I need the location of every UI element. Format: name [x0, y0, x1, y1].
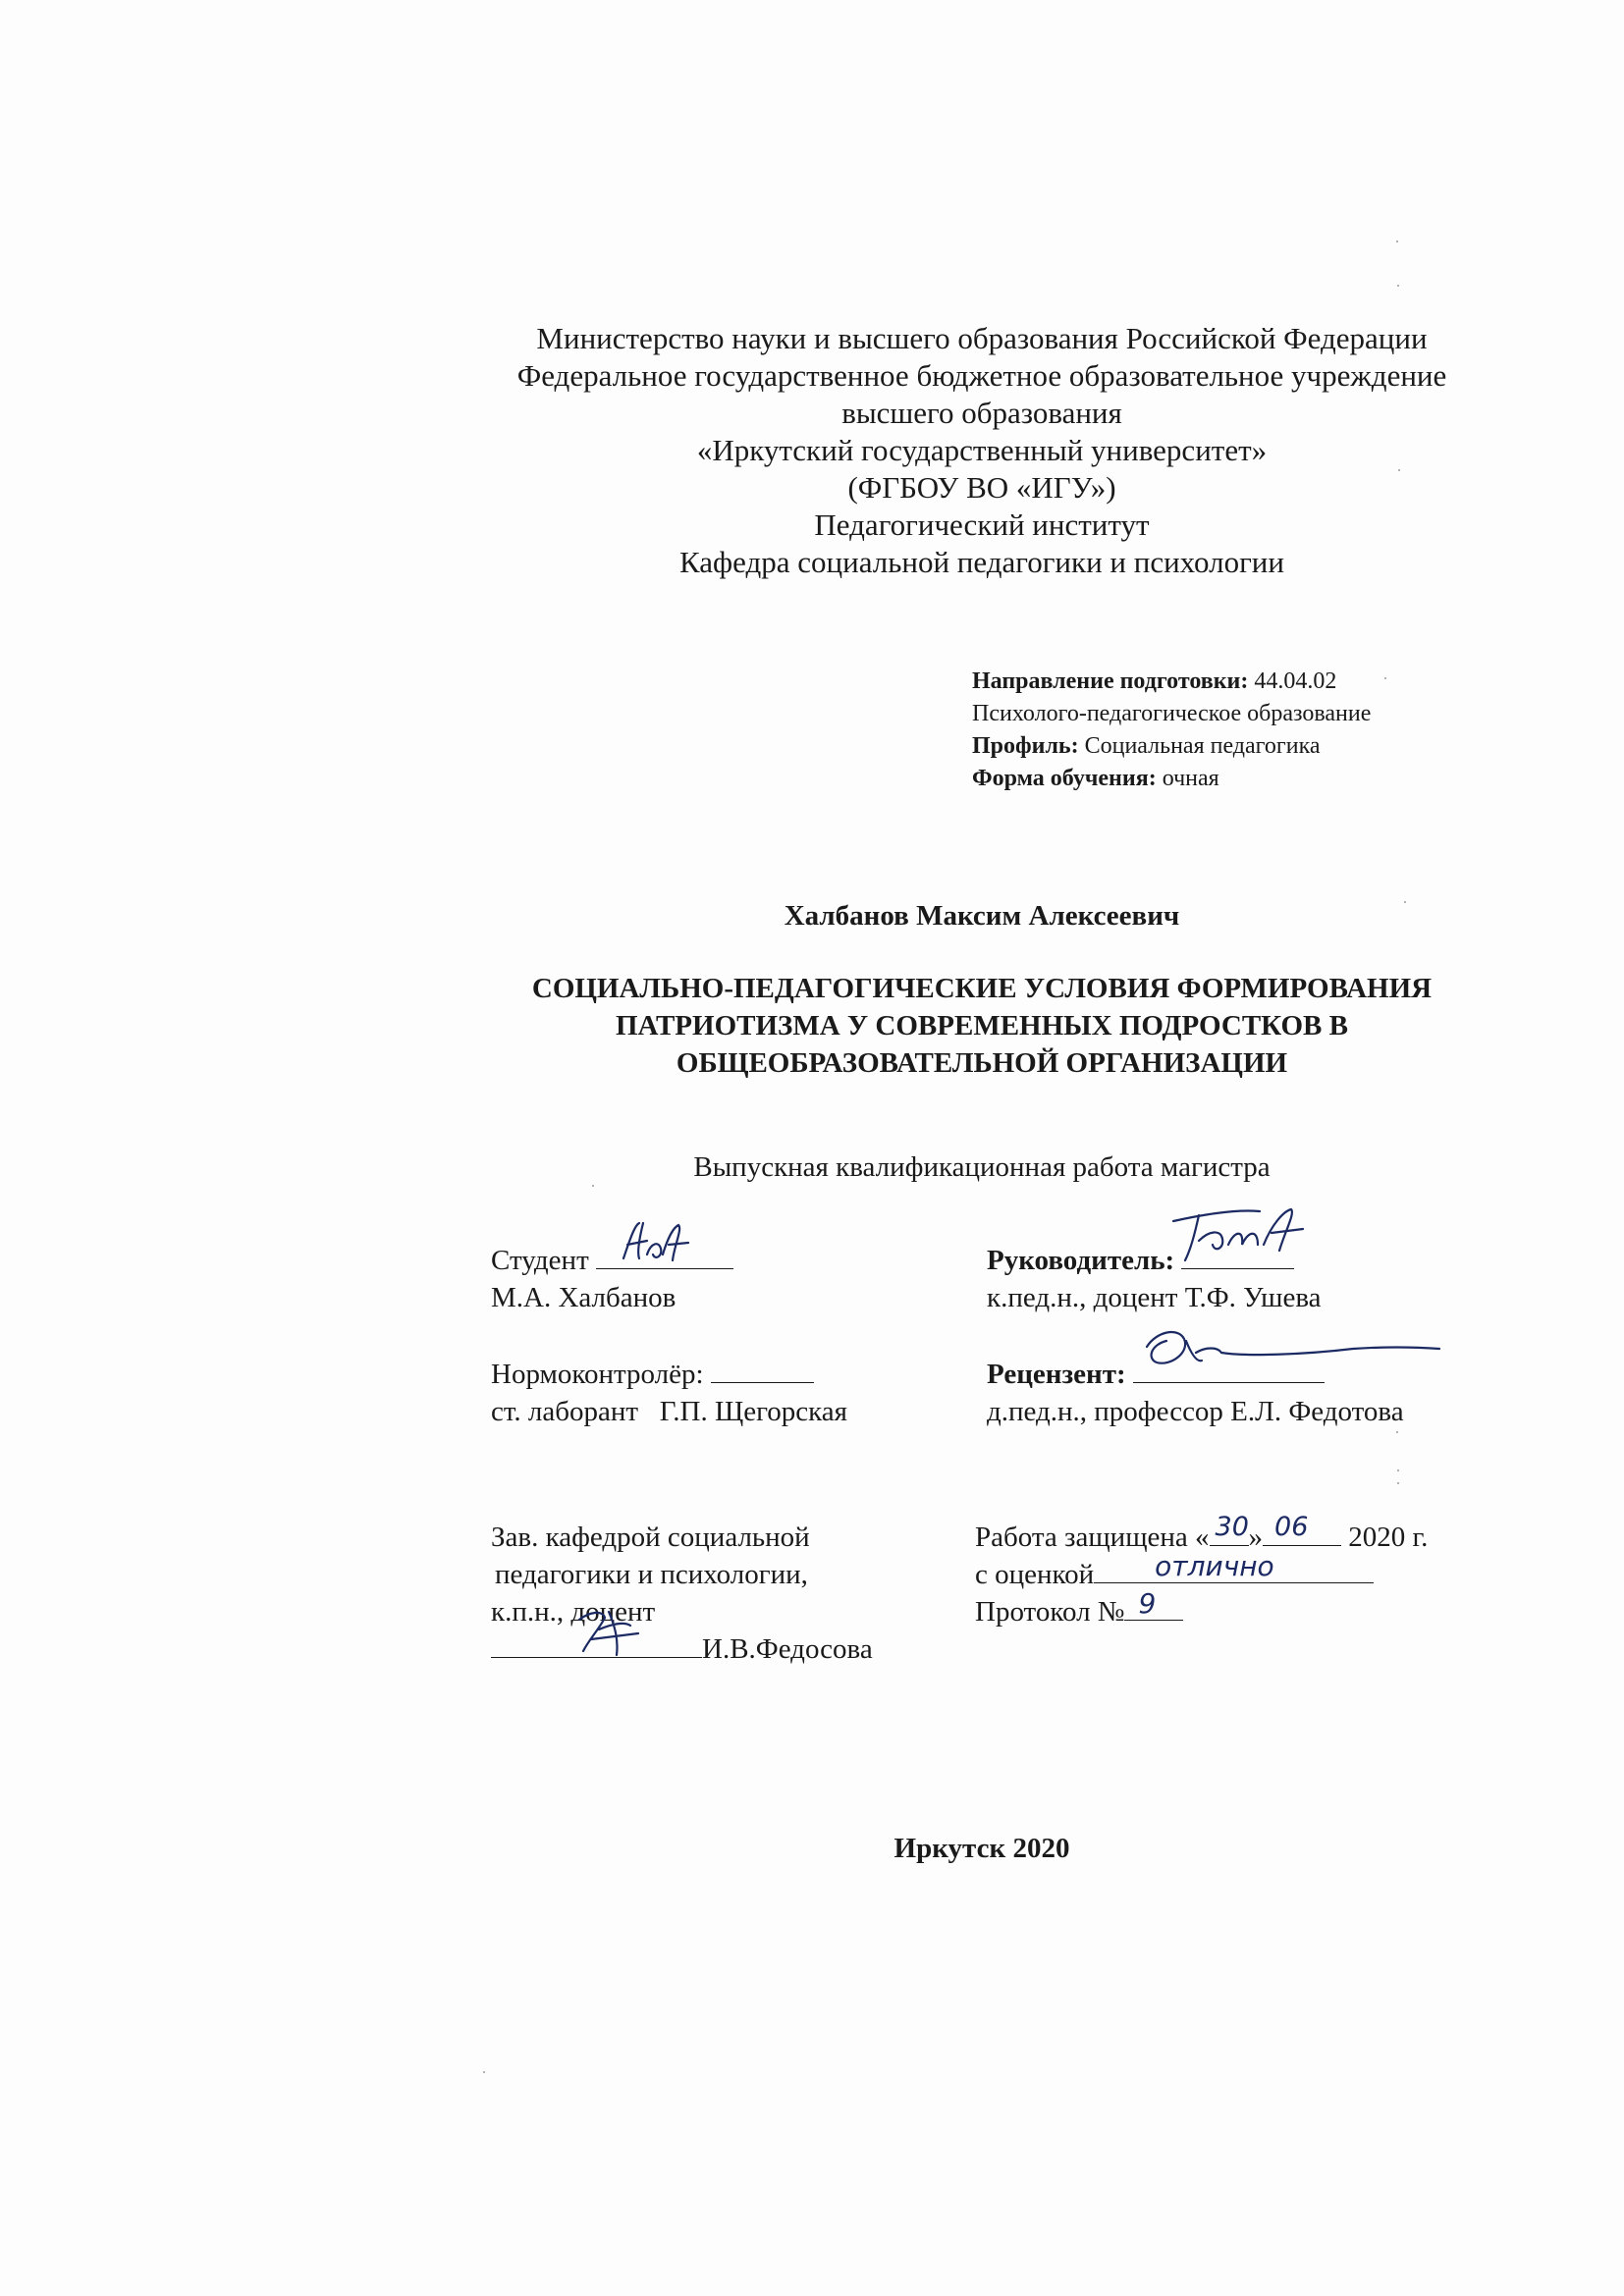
grade-field — [1094, 1550, 1374, 1583]
student-signature — [618, 1215, 716, 1274]
work-type: Выпускная квалификационная работа магистра — [693, 1151, 1271, 1183]
thesis-title-line-3: ОБЩЕОБРАЗОВАТЕЛЬНОЙ ОРГАНИЗАЦИИ — [676, 1047, 1288, 1079]
header-line-university: «Иркутский государственный университет» — [696, 433, 1268, 467]
head-line-1: Зав. кафедрой социальной — [491, 1522, 810, 1553]
student-name: М.А. Халбанов — [491, 1282, 677, 1313]
form-label: Форма обучения: — [972, 766, 1157, 791]
head-line-2: педагогики и психологии, — [495, 1559, 808, 1590]
direction-line — [972, 666, 1371, 698]
thesis-title — [461, 970, 1502, 1082]
city-year: Иркутск 2020 — [893, 1833, 1070, 1864]
reviewer-line — [987, 1355, 1325, 1394]
supervisor-line — [987, 1241, 1294, 1280]
supervisor-signature-line — [1181, 1241, 1294, 1269]
head-signature-line — [491, 1629, 873, 1669]
profile-label: Профиль: — [972, 733, 1079, 759]
thesis-title-line-2: ПАТРИОТИЗМА У СОВРЕМЕННЫХ ПОДРОСТКОВ В — [616, 1010, 1348, 1041]
normcontroller-label: Нормоконтролёр: — [491, 1359, 704, 1390]
reviewer-label: Рецензент: — [987, 1359, 1126, 1390]
grade-value: отлично — [1155, 1550, 1274, 1582]
student-signature-line — [596, 1241, 733, 1269]
author-name: Халбанов Максим Алексеевич — [784, 900, 1180, 932]
reviewer-signature-line — [1133, 1355, 1325, 1383]
supervisor-label: Руководитель: — [987, 1245, 1175, 1276]
defense-prefix: Работа защищена « — [975, 1522, 1210, 1553]
defense-month: 06 — [1274, 1512, 1309, 1542]
header-line-ministry: Министерство науки и высшего образования Российской Федерации — [536, 321, 1428, 355]
student-line — [491, 1241, 733, 1280]
form-line — [972, 763, 1371, 795]
student-label: Студент — [491, 1245, 589, 1276]
form-value: очная — [1162, 766, 1219, 791]
protocol-field — [1124, 1587, 1183, 1621]
normcontroller-signature-line — [711, 1355, 814, 1383]
header-line-institution-type: Федеральное государственное бюджетное образовательное учреждение — [516, 358, 1447, 393]
protocol-line — [975, 1587, 1183, 1631]
defense-month-field — [1263, 1512, 1341, 1546]
profile-line — [972, 730, 1371, 763]
normcontroller-line — [491, 1355, 814, 1394]
direction-code: 44.04.02 — [1254, 668, 1337, 694]
protocol-number: 9 — [1138, 1587, 1157, 1620]
header-line-abbreviation: (ФГБОУ ВО «ИГУ») — [847, 470, 1116, 505]
header-line-education-level: высшего образования — [841, 396, 1122, 430]
grade-line — [975, 1550, 1374, 1594]
head-name: И.В.Федосова — [702, 1633, 873, 1665]
thesis-title-line-1: СОЦИАЛЬНО-ПЕДАГОГИЧЕСКИЕ УСЛОВИЯ ФОРМИРОВАНИЯ — [531, 973, 1433, 1004]
defense-day-field — [1210, 1512, 1249, 1546]
normcontroller-name: ст. лаборант Г.П. Щегорская — [491, 1396, 847, 1427]
direction-name: Психолого-педагогическое образование — [972, 701, 1372, 726]
protocol-label: Протокол № — [975, 1596, 1125, 1628]
specialization-block — [972, 666, 1371, 795]
header-line-department: Кафедра социальной педагогики и психологии — [679, 545, 1284, 579]
supervisor-name: к.пед.н., доцент Т.Ф. Ушева — [987, 1282, 1322, 1313]
defense-year: 2020 г. — [1348, 1522, 1429, 1553]
defense-day: 30 — [1215, 1512, 1249, 1542]
reviewer-name: д.пед.н., профессор Е.Л. Федотова — [987, 1396, 1404, 1427]
direction-label: Направление подготовки: — [972, 668, 1249, 694]
head-line-3: к.п.н., доцент — [491, 1596, 656, 1628]
grade-label: с оценкой — [975, 1559, 1095, 1590]
supervisor-signature — [1169, 1201, 1326, 1272]
header-line-institute: Педагогический институт — [814, 507, 1150, 542]
reviewer-signature — [1127, 1317, 1441, 1386]
head-signature-underline — [491, 1629, 702, 1658]
defense-mid: » — [1248, 1522, 1264, 1553]
institution-header — [461, 320, 1502, 581]
profile-value: Социальная педагогика — [1084, 733, 1321, 759]
